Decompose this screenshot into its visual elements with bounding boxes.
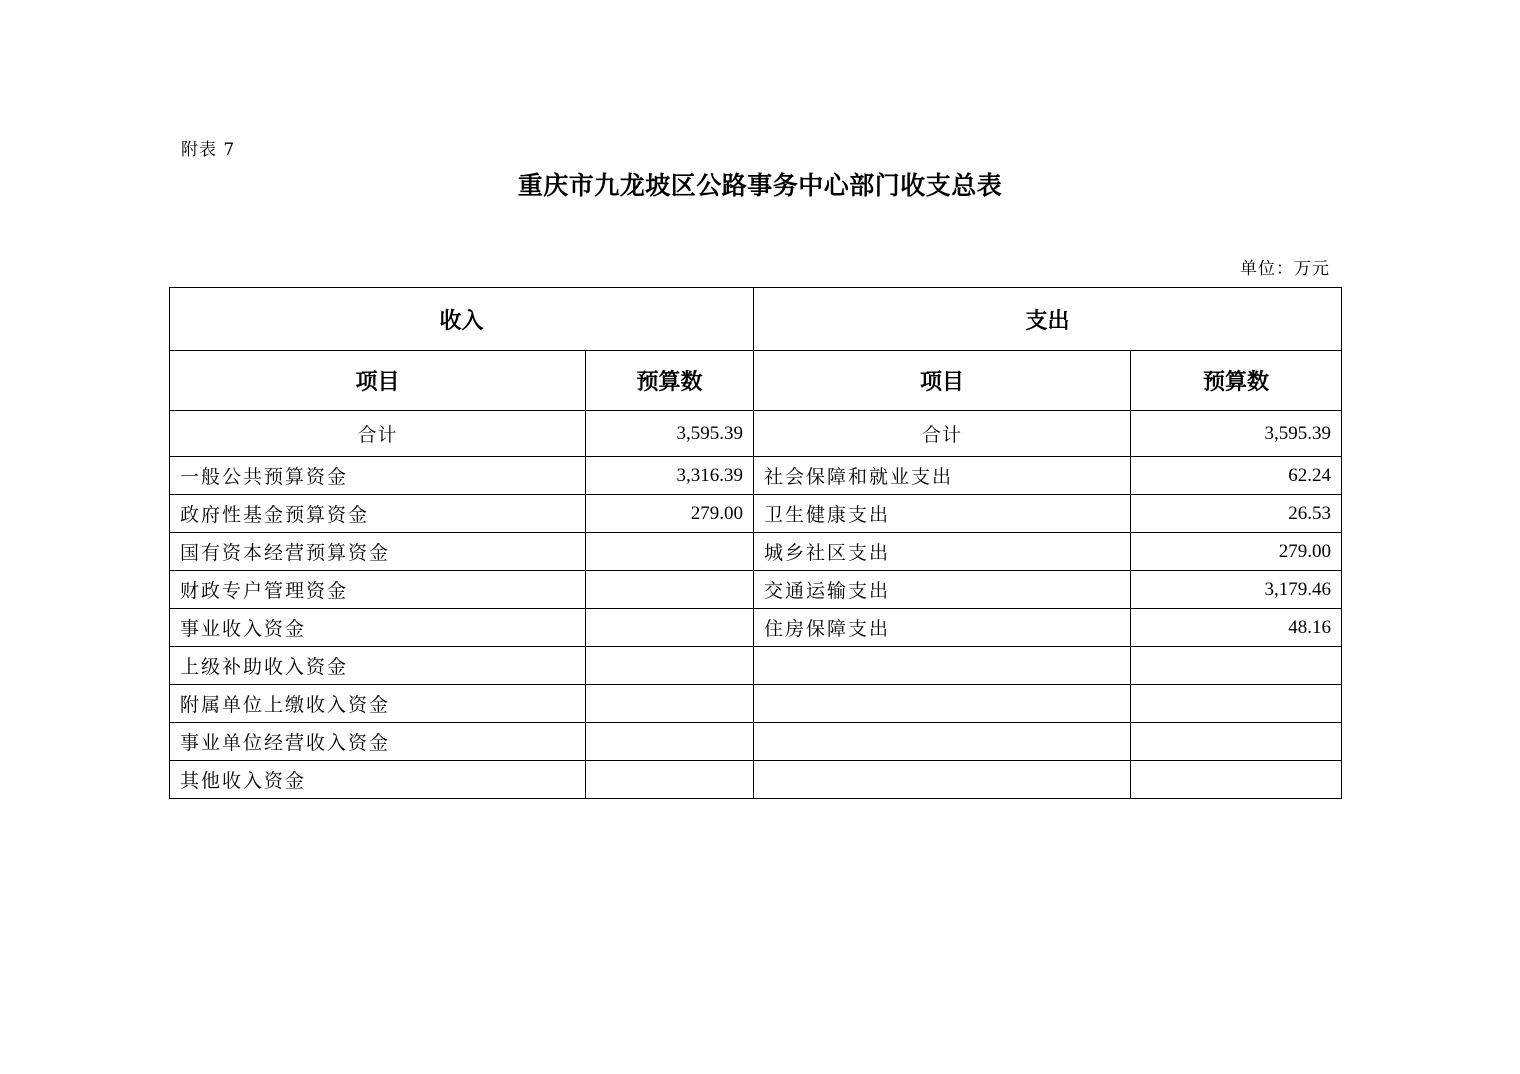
income-value [586,533,754,571]
expense-item: 住房保障支出 [754,609,1131,647]
expense-item: 社会保障和就业支出 [754,457,1131,495]
expense-value: 279.00 [1131,533,1342,571]
table-row [170,761,1342,799]
table-row [170,647,1342,685]
expense-value: 48.16 [1131,609,1342,647]
appendix-label: 附表 7 [181,140,236,160]
table-row [170,571,1342,609]
income-item: 事业收入资金 [170,609,586,647]
expense-value [1131,723,1342,761]
expense-item [754,761,1131,799]
table-row [170,723,1342,761]
income-item: 附属单位上缴收入资金 [170,685,586,723]
income-item: 事业单位经营收入资金 [170,723,586,761]
expense-item [754,647,1131,685]
expense-item [754,685,1131,723]
income-header: 收入 [170,288,754,351]
expense-value: 3,179.46 [1131,571,1342,609]
income-value [586,647,754,685]
page-title: 重庆市九龙坡区公路事务中心部门收支总表 [517,171,1003,200]
total-row [170,411,1342,457]
table-sub-header-row [170,351,1342,411]
income-item: 其他收入资金 [170,761,586,799]
expense-header: 支出 [754,288,1342,351]
expense-total-value: 3,595.39 [1131,411,1342,457]
expense-item: 交通运输支出 [754,571,1131,609]
expense-budget-col-header: 预算数 [1131,351,1342,411]
table-row [170,533,1342,571]
expense-value: 26.53 [1131,495,1342,533]
income-item: 国有资本经营预算资金 [170,533,586,571]
table-main-header-row [170,288,1342,351]
income-total-label: 合计 [170,411,586,457]
expense-value [1131,761,1342,799]
table-row [170,609,1342,647]
expense-value [1131,685,1342,723]
income-item: 政府性基金预算资金 [170,495,586,533]
expense-item: 城乡社区支出 [754,533,1131,571]
expense-item [754,723,1131,761]
table-row [170,495,1342,533]
income-value [586,685,754,723]
expense-total-label: 合计 [754,411,1131,457]
income-value: 3,316.39 [586,457,754,495]
expense-item-col-header: 项目 [754,351,1131,411]
income-value [586,571,754,609]
budget-table [169,287,1342,799]
income-total-value: 3,595.39 [586,411,754,457]
income-value [586,723,754,761]
expense-item: 卫生健康支出 [754,495,1131,533]
income-value: 279.00 [586,495,754,533]
income-value [586,761,754,799]
expense-value: 62.24 [1131,457,1342,495]
income-item-col-header: 项目 [170,351,586,411]
expense-value [1131,647,1342,685]
table-row [170,457,1342,495]
income-value [586,609,754,647]
income-item: 一般公共预算资金 [170,457,586,495]
income-item: 上级补助收入资金 [170,647,586,685]
income-item: 财政专户管理资金 [170,571,586,609]
income-budget-col-header: 预算数 [586,351,754,411]
table-row [170,685,1342,723]
unit-label: 单位：万元 [1240,259,1330,279]
